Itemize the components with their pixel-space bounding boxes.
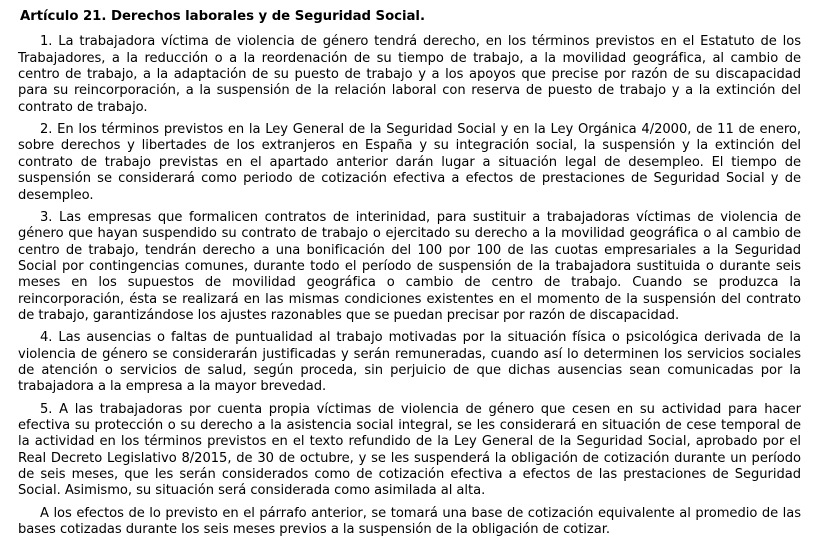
paragraph-2: 2. En los términos previstos en la Ley General de la Seguridad Social y en la Ley Orgánica 4/2000, de 11 de enero, sobre derechos y libertades de los extranjeros en España y su integración social, la suspensión y la extinción del contrato de trabajo previstas en el apartado anterior darán lugar a situación legal de desempleo. El tiempo de suspensión se considerará como periodo de cotización efectiva a efectos de prestaciones de Seguridad Social y de desempleo. <box>18 122 801 203</box>
paragraph-closing: A los efectos de lo previsto en el párrafo anterior, se tomará una base de cotización equivalente al promedio de las bases cotizadas durante los seis meses previos a la suspensión de la obligación de cotizar. <box>18 505 801 538</box>
document-body <box>18 34 801 538</box>
paragraph-1: 1. La trabajadora víctima de violencia de género tendrá derecho, en los términos previstos en el Estatuto de los Trabajadores, a la reducción o a la reordenación de su tiempo de trabajo, a la movilidad geográfica, al cambio de centro de trabajo, a la adaptación de su puesto de trabajo y a los apoyos que precise por razón de su discapacidad para su reincorporación, a la suspensión de la relación laboral con reserva de puesto de trabajo y a la extinción del contrato de trabajo. <box>18 34 801 115</box>
paragraph-5: 5. A las trabajadoras por cuenta propia víctimas de violencia de género que cesen en su actividad para hacer efectiva su protección o su derecho a la asistencia social integral, se les considerará en situación de cese temporal de la actividad en los términos previstos en el texto refundido de la Ley General de la Seguridad Social, aprobado por el Real Decreto Legislativo 8/2015, de 30 de octubre, y se les suspenderá la obligación de cotización durante un período de seis meses, que les serán considerados como de cotización efectiva a efectos de las prestaciones de Seguridad Social. Asimismo, su situación será considerada como asimilada al alta. <box>18 401 801 499</box>
page-title: Artículo 21. Derechos laborales y de Seguridad Social. <box>20 9 425 24</box>
paragraph-3: 3. Las empresas que formalicen contratos de interinidad, para sustituir a trabajadoras víctimas de violencia de género que hayan suspendido su contrato de trabajo o ejercitado su derecho a la movilidad geográfica o al cambio de centro de trabajo, tendrán derecho a una bonificación del 100 por 100 de las cuotas empresariales a la Seguridad Social por contingencias comunes, durante todo el período de suspensión de la trabajadora sustituida o durante seis meses en los supuestos de movilidad geográfica o cambio de centro de trabajo. Cuando se produzca la reincorporación, ésta se realizará en las mismas condiciones existentes en el momento de la suspensión del contrato de trabajo, garantizándose los ajustes razonables que se puedan precisar por razón de discapacidad. <box>18 209 801 323</box>
paragraph-4: 4. Las ausencias o faltas de puntualidad al trabajo motivadas por la situación física o psicológica derivada de la violencia de género se considerarán justificadas y serán remuneradas, cuando así lo determinen los servicios sociales de atención o servicios de salud, según proceda, sin perjuicio de que dichas ausencias sean comunicadas por la trabajadora a la empresa a la mayor brevedad. <box>18 330 801 395</box>
